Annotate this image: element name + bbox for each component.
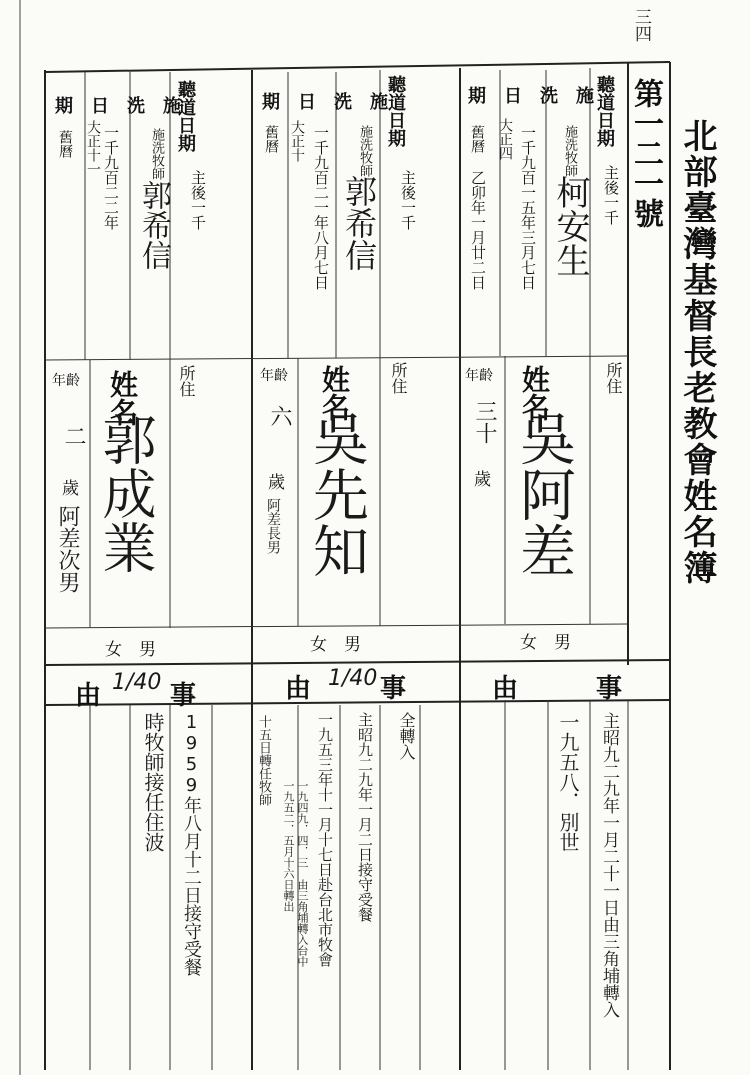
event-5: 一九五二．五月十六日轉出	[282, 780, 295, 912]
name-label: 姓名	[106, 370, 139, 426]
pastor-label: 施洗牧師	[149, 128, 164, 180]
age-label: 年齡	[260, 368, 288, 384]
bap-date-header: 期 日 洗 施	[262, 92, 388, 113]
page-number: 三四	[631, 8, 651, 42]
events-header: 由	[285, 674, 312, 704]
age-label: 年齡	[465, 368, 493, 384]
relation: 阿差長男	[265, 498, 281, 554]
sui: 歲	[62, 479, 79, 499]
event-1: 1959年八月十二日接守受餐	[181, 712, 202, 976]
old-calendar: 舊曆	[57, 130, 73, 158]
age-value: 二	[61, 425, 86, 447]
register-title: 北部臺灣基督長老教會姓名簿	[677, 118, 717, 586]
old-calendar: 舊曆	[469, 125, 485, 153]
hear-date-label: 聽道日期	[594, 75, 615, 147]
hear-era: 主後一千	[602, 165, 620, 225]
bap-western: 一千九百一五年三月七日	[519, 125, 537, 290]
pastor-name: 郭希信	[136, 180, 171, 270]
sex-label: 女 男	[520, 633, 571, 653]
age-value: 六	[267, 405, 292, 427]
bap-date-header: 期 日 洗 施	[468, 86, 594, 107]
pastor-name: 郭希信	[340, 175, 378, 271]
event-number: 1/40	[112, 670, 162, 695]
residence-label: 所住	[604, 362, 623, 394]
residence-label: 所住	[389, 362, 408, 394]
bap-lunar: 乙卯年一月廿二日	[469, 170, 487, 290]
pastor-name: 柯安生	[550, 175, 590, 277]
hear-era: 主後一千	[189, 170, 207, 230]
sui: 歲	[268, 473, 285, 493]
sex-label: 女 男	[310, 635, 361, 655]
era: 大正十	[289, 120, 305, 162]
sex-label: 女 男	[105, 640, 156, 660]
bap-date-header: 期 日 洗 施	[55, 96, 181, 117]
name-label: 姓名	[318, 365, 351, 421]
era: 大正四	[497, 118, 513, 160]
event-number: 1/40	[328, 666, 378, 691]
era: 大正十一	[85, 120, 101, 176]
person-name: 吳先知	[304, 410, 369, 578]
bap-western: 一千九百二二年	[102, 125, 120, 230]
event-1: 主昭九二九年一月二十一日由三角埔轉入	[599, 712, 619, 1018]
events-header: 由	[75, 681, 102, 711]
events-header-2: 事	[380, 674, 407, 704]
event-4: 一九四九．四．三 由三角埔轉入台中	[296, 780, 309, 967]
events-header: 由 事	[492, 674, 623, 704]
residence-label: 所住	[177, 365, 196, 397]
event-6: 十五日轉任牧師	[256, 715, 271, 806]
hear-date-label: 聽道日期	[385, 75, 406, 147]
person-name: 吳阿差	[511, 410, 576, 578]
age-label: 年齡	[52, 373, 80, 389]
event-2: 一九五八．別世	[556, 712, 580, 852]
events-header-2: 事	[170, 681, 197, 711]
sui: 歲	[474, 470, 491, 490]
hear-era: 主後一千	[399, 170, 417, 230]
event-1: 全轉入	[397, 712, 416, 760]
name-label: 姓名	[518, 365, 551, 421]
old-calendar: 舊曆	[263, 125, 279, 153]
hear-date-label: 聽道日期	[175, 80, 196, 152]
person-name: 郭成業	[94, 412, 157, 574]
relation: 阿差次男	[55, 505, 80, 593]
number-label: 第一二一號	[628, 78, 663, 228]
age-value: 三十	[472, 400, 497, 444]
bap-western: 一千九百二一年八月七日	[312, 125, 330, 290]
event-2: 時牧師接任住波	[141, 712, 165, 852]
event-3: 一九五三年十一月十七日赴台北市牧會	[316, 712, 334, 967]
event-2: 主昭九二九年一月二日接守受餐	[356, 712, 374, 922]
pastor-label: 施洗牧師	[357, 125, 372, 177]
pastor-label: 施洗牧師	[562, 125, 577, 177]
